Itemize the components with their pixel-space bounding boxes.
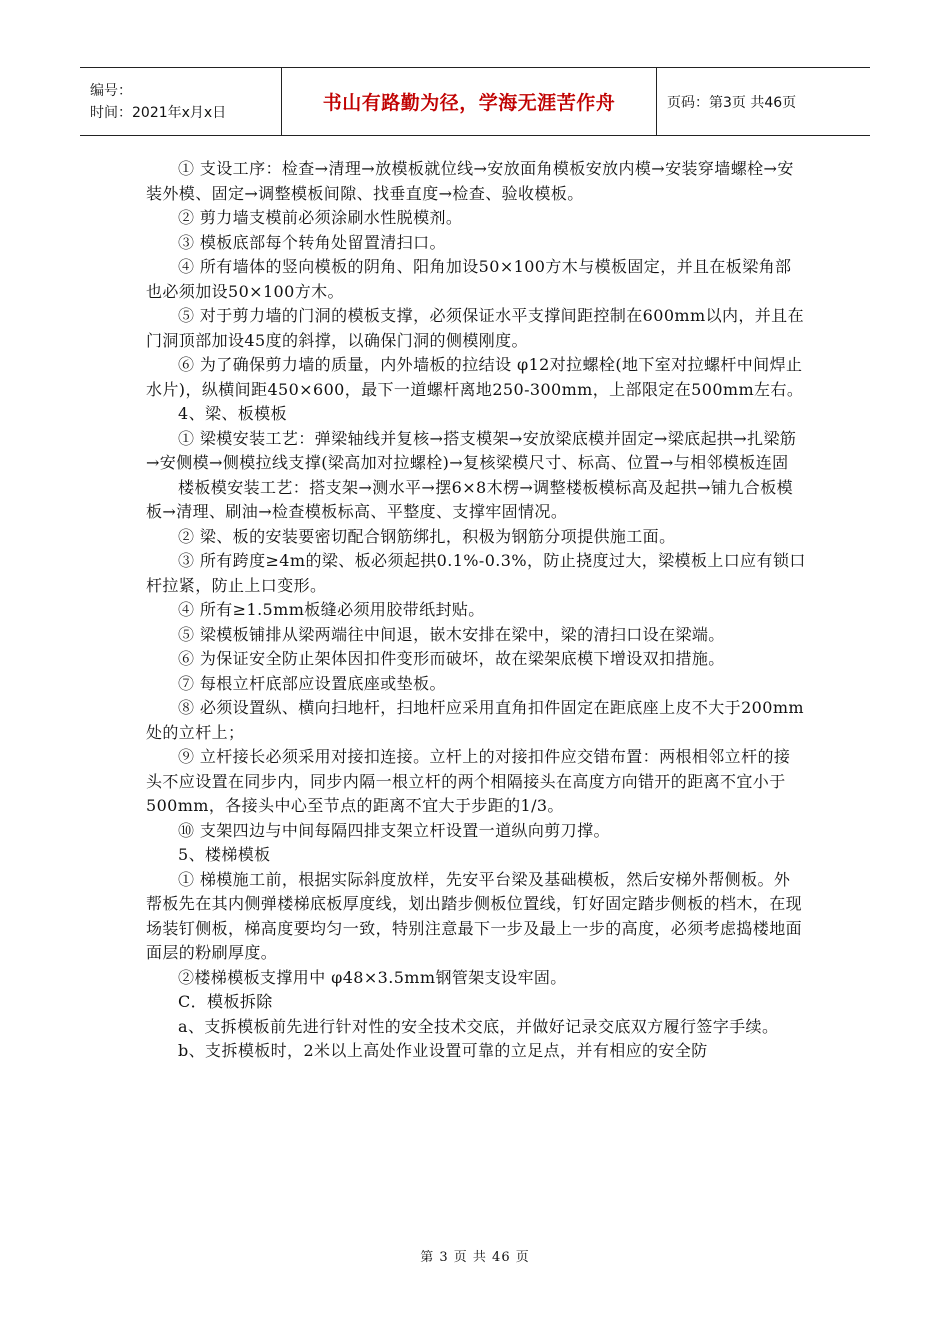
paragraph: ③ 所有跨度≥4m的梁、板必须起拱0.1%-0.3%，防止挠度过大，梁模板上口应有锁口杆拉紧，防止上口变形。 xyxy=(146,551,806,595)
paragraph: ⑨ 立杆接长必须采用对接扣连接。立杆上的对接扣件应交错布置：两根相邻立杆的接头不应设置在同步内，同步内隔一根立杆的两个相隔接头在高度方向错开的距离不宜小于500mm，各接头中心至节点的距离不宜大于步距的1/3。 xyxy=(146,747,791,815)
header-page-number: 页码：第3页 共46页 xyxy=(667,94,797,111)
header-motto: 书山有路勤为径，学海无涯苦作舟 xyxy=(282,68,657,135)
paragraph: ① 支设工序：检查→清理→放模板就位线→安放面角模板安放内模→安装穿墙螺栓→安装外模、固定→调整模板间隙、找垂直度→检查、验收模板。 xyxy=(146,159,794,203)
paragraph: ④ 所有墙体的竖向模板的阴角、阳角加设50×100方木与模板固定，并且在板梁角部也必须加设50×100方木。 xyxy=(146,257,792,301)
paragraph: ② 剪力墙支模前必须涂刷水性脱模剂。 xyxy=(178,208,463,227)
document-body xyxy=(146,157,806,1064)
section-heading: C．模板拆除 xyxy=(178,992,273,1011)
section-heading: 5、楼梯模板 xyxy=(178,845,271,864)
paragraph: ⑥ 为保证安全防止架体因扣件变形而破坏，故在梁架底模下增设双扣措施。 xyxy=(178,649,725,668)
paragraph: ① 梯模施工前，根据实际斜度放样，先安平台梁及基础模板，然后安梯外帮侧板。外帮板先在其内侧弹楼梯底板厚度线，划出踏步侧板位置线，钉好固定踏步侧板的档木，在现场装钉侧板，梯高度要均匀一致，特别注意最下一步及最上一步的高度，必须考虑捣楼地面面层的粉刷厚度。 xyxy=(146,869,803,962)
page-header xyxy=(80,67,870,136)
paragraph: ⑧ 必须设置纵、横向扫地杆，扫地杆应采用直角扣件固定在距底座上皮不大于200mm处的立杆上； xyxy=(146,698,804,742)
paragraph: b、支拆模板时，2米以上高处作业设置可靠的立足点，并有相应的安全防 xyxy=(178,1041,708,1060)
paragraph: ⑩ 支架四边与中间每隔四排支架立杆设置一道纵向剪刀撑。 xyxy=(178,820,610,840)
header-meta xyxy=(80,68,282,135)
document-date-label: 时间：2021年x月x日 xyxy=(90,104,227,121)
paragraph: 楼板模安装工艺：搭支架→测水平→摆6×8木楞→调整楼板模标高及起拱→铺九合板模板→清理、刷油→检查模板标高、平整度、支撑牢固情况。 xyxy=(146,477,793,521)
paragraph: ②楼梯模板支撑用中 φ48×3.5mm钢管架支设牢固。 xyxy=(178,967,567,987)
page-footer: 第 3 页 共 46 页 xyxy=(420,1250,530,1265)
paragraph: ⑤ 对于剪力墙的门洞的模板支撑，必须保证水平支撑间距控制在600mm以内，并且在门洞顶部加设45度的斜撑，以确保门洞的侧模刚度。 xyxy=(146,306,804,350)
paragraph: ⑤ 梁模板铺排从梁两端往中间退，嵌木安排在梁中，梁的清扫口设在梁端。 xyxy=(178,624,725,644)
paragraph: ⑦ 每根立杆底部应设置底座或垫板。 xyxy=(178,673,446,693)
paragraph: ⑥ 为了确保剪力墙的质量，内外墙板的拉结设 φ12对拉螺栓(地下室对拉螺杆中间焊止水片)，纵横间距450×600，最下一道螺杆离地250-300mm，上部限定在500mm左右。 xyxy=(146,355,804,399)
document-number-label: 编号： xyxy=(90,82,132,99)
paragraph: a、支拆模板前先进行针对性的安全技术交底，并做好记录交底双方履行签字手续。 xyxy=(178,1016,779,1036)
paragraph: ① 梁模安装工艺：弹梁轴线并复核→搭支模架→安放梁底模并固定→梁底起拱→扎梁筋→安侧模→侧模拉线支撑(梁高加对拉螺栓)→复核梁模尺寸、标高、位置→与相邻模板连固 xyxy=(146,428,797,472)
section-heading: 4、梁、板模板 xyxy=(178,404,287,423)
paragraph: ④ 所有≥1.5mm板缝必须用胶带纸封贴。 xyxy=(178,600,485,619)
paragraph: ③ 模板底部每个转角处留置清扫口。 xyxy=(178,232,446,252)
paragraph: ② 梁、板的安装要密切配合钢筋绑扎，积极为钢筋分项提供施工面。 xyxy=(178,526,676,546)
